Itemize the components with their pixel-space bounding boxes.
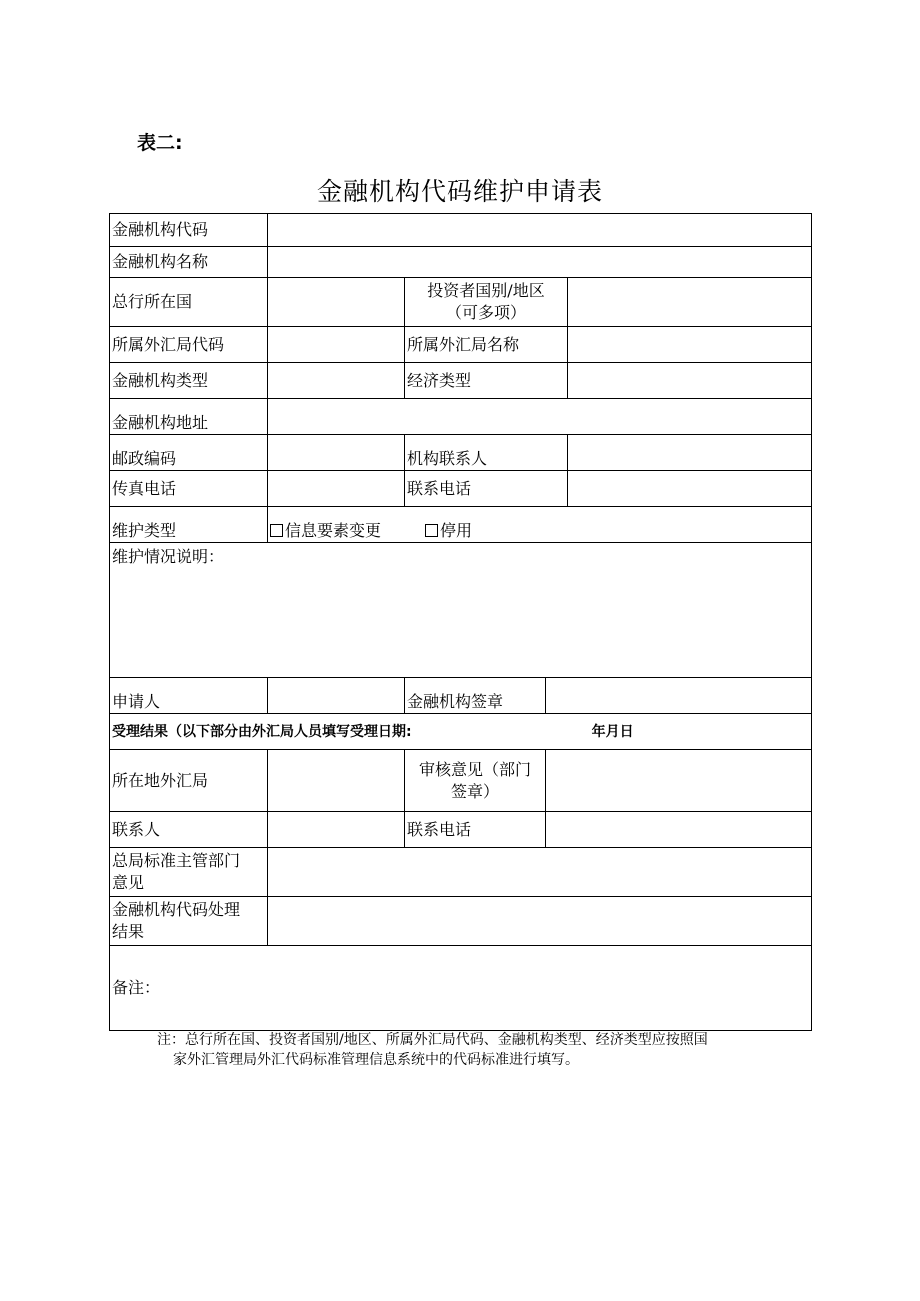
remarks-label: 备注： [112,978,161,997]
contact-phone-field[interactable] [568,471,812,507]
institution-name-field[interactable] [268,247,812,278]
institution-name-label: 金融机构名称 [110,247,268,278]
investor-country-label [405,278,568,327]
contact-phone-label: 联系电话 [405,471,568,507]
review-contact-field[interactable] [268,812,405,848]
fax-field[interactable] [268,471,405,507]
code-result-field[interactable] [268,897,812,946]
review-contact-phone-label: 联系电话 [405,812,546,848]
local-safe-label: 所在地外汇局 [110,750,268,812]
remarks-area[interactable] [110,946,812,1031]
institution-code-label: 金融机构代码 [110,214,268,247]
maintenance-description-label: 维护情况说明： [112,547,225,566]
hq-dept-opinion-label [110,848,268,897]
footnote [157,1030,797,1070]
maintenance-type-label: 维护类型 [110,507,268,543]
applicant-label: 申请人 [110,678,268,714]
review-contact-phone-field[interactable] [546,812,812,848]
review-date-label: 年月日 [591,723,634,740]
stop-use-option-label: 停用 [440,521,473,540]
safe-branch-name-field[interactable] [568,327,812,363]
institution-type-field[interactable] [268,363,405,399]
stop-use-checkbox[interactable] [425,524,438,537]
contact-person-label: 机构联系人 [405,435,568,471]
institution-code-field[interactable] [268,214,812,247]
application-form-table [109,213,812,1031]
hq-dept-opinion-field[interactable] [268,848,812,897]
postal-code-field[interactable] [268,435,405,471]
fax-label: 传真电话 [110,471,268,507]
review-opinion-field[interactable] [546,750,812,812]
code-result-label-line2: 结果 [112,922,145,941]
info-change-option-label: 信息要素变更 [285,521,382,540]
review-opinion-label-line1: 审核意见（部门 [418,759,531,779]
code-result-label-line1: 金融机构代码处理 [112,900,241,919]
investor-country-field[interactable] [568,278,812,327]
postal-code-label: 邮政编码 [110,435,268,471]
investor-country-label-line2: （可多项） [445,303,526,322]
maintenance-description-area[interactable] [110,543,812,678]
institution-address-label: 金融机构地址 [110,399,268,435]
review-opinion-label-line2: 签章） [450,781,499,801]
local-safe-field[interactable] [268,750,405,812]
safe-branch-code-label: 所属外汇局代码 [110,327,268,363]
institution-seal-label: 金融机构签章 [405,678,546,714]
page-label: 表二: [137,132,183,154]
institution-address-field[interactable] [268,399,812,435]
code-result-label [110,897,268,946]
review-contact-label: 联系人 [110,812,268,848]
economic-type-label: 经济类型 [405,363,568,399]
safe-branch-code-field[interactable] [268,327,405,363]
economic-type-field[interactable] [568,363,812,399]
hq-dept-opinion-label-line1: 总局标准主管部门 [112,851,241,870]
institution-seal-field[interactable] [546,678,812,714]
maintenance-type-options [268,507,812,543]
hq-dept-opinion-label-line2: 意见 [112,873,145,892]
institution-type-label: 金融机构类型 [110,363,268,399]
info-change-checkbox[interactable] [270,524,283,537]
footnote-line2: 家外汇管理局外汇代码标准管理信息系统中的代码标准进行填写。 [173,1052,579,1068]
safe-branch-name-label: 所属外汇局名称 [405,327,568,363]
review-header [110,714,812,750]
contact-person-field[interactable] [568,435,812,471]
review-opinion-label [405,750,546,812]
investor-country-label-line1: 投资者国别/地区 [427,281,545,300]
hq-country-field[interactable] [268,278,405,327]
footnote-line1: 注：总行所在国、投资者国别/地区、所属外汇局代码、金融机构类型、经济类型应按照国 [157,1032,708,1048]
form-title: 金融机构代码维护申请表 [316,177,603,206]
applicant-field[interactable] [268,678,405,714]
hq-country-label: 总行所在国 [110,278,268,327]
review-header-text: 受理结果（以下部分由外汇局人员填写受理日期: [112,723,412,740]
